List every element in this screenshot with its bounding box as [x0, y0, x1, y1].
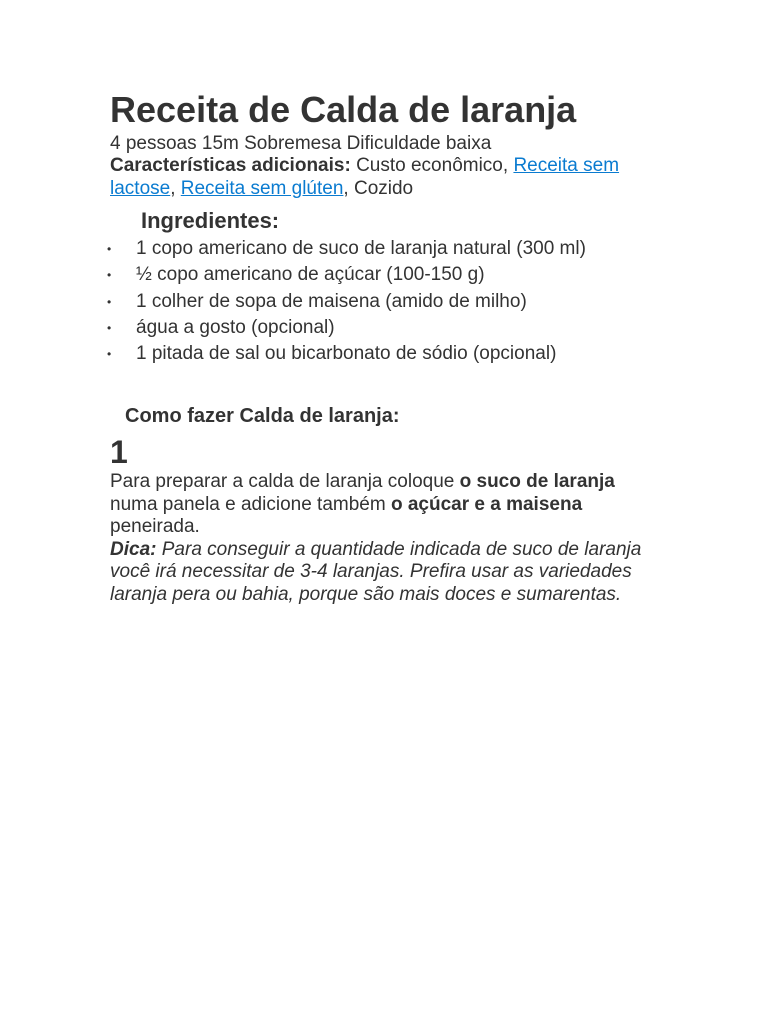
step-text	[110, 471, 658, 539]
ingredients-title: Ingredientes:	[141, 208, 280, 233]
step-text-part-3: peneirada.	[110, 516, 200, 538]
recipe-meta: 4 pessoas 15m Sobremesa Dificuldade baixa	[110, 133, 492, 154]
step-tip	[110, 539, 658, 607]
features-label: Características adicionais:	[110, 155, 351, 176]
page-title: Receita de Calda de laranja	[110, 89, 577, 130]
features-separator: ,	[170, 177, 181, 199]
ingredient-text: água a gosto (opcional)	[136, 316, 335, 338]
list-item	[107, 262, 658, 288]
bullet-icon: •	[107, 268, 112, 283]
list-item	[107, 315, 658, 341]
list-item	[107, 341, 658, 367]
step-bold-1: o suco de laranja	[459, 471, 615, 493]
step-text-part-2: numa panela e adicione também	[110, 493, 391, 515]
ingredients-list	[107, 236, 658, 367]
link-receita-sem-lactose[interactable]: Receita sem lactose	[110, 155, 620, 199]
ingredient-text: ½ copo americano de açúcar (100-150 g)	[136, 264, 485, 286]
recipe-page	[107, 88, 658, 606]
tip-text: Para conseguir a quantidade indicada de suco de laranja você irá necessitar de 3-4 laranjas. Prefira usar as variedades laranja pera ou bahia, porque são mais doces e sumarentas.	[110, 538, 642, 605]
bullet-icon: •	[107, 242, 112, 256]
ingredient-text: 1 copo americano de suco de laranja natural (300 ml)	[136, 238, 586, 259]
step-bold-2: o açúcar e a maisena	[390, 493, 583, 515]
link-receita-sem-gluten[interactable]: Receita sem glúten	[180, 177, 344, 199]
ingredient-text: 1 colher de sopa de maisena (amido de milho)	[136, 290, 527, 312]
recipe-features	[110, 155, 658, 200]
bullet-icon: •	[107, 294, 112, 309]
tip-label: Dica:	[110, 538, 157, 560]
list-item	[107, 236, 658, 262]
step-number: 1	[110, 434, 128, 471]
bullet-icon: •	[107, 347, 112, 362]
features-text-1: Custo econômico,	[350, 155, 514, 176]
step-text-part-1: Para preparar a calda de laranja coloque	[110, 471, 460, 493]
ingredient-text: 1 pitada de sal ou bicarbonato de sódio (opcional)	[136, 343, 557, 365]
list-item	[107, 289, 658, 315]
bullet-icon: •	[107, 320, 112, 335]
features-text-2: , Cozido	[343, 177, 414, 199]
howto-title: Como fazer Calda de laranja:	[125, 405, 400, 428]
